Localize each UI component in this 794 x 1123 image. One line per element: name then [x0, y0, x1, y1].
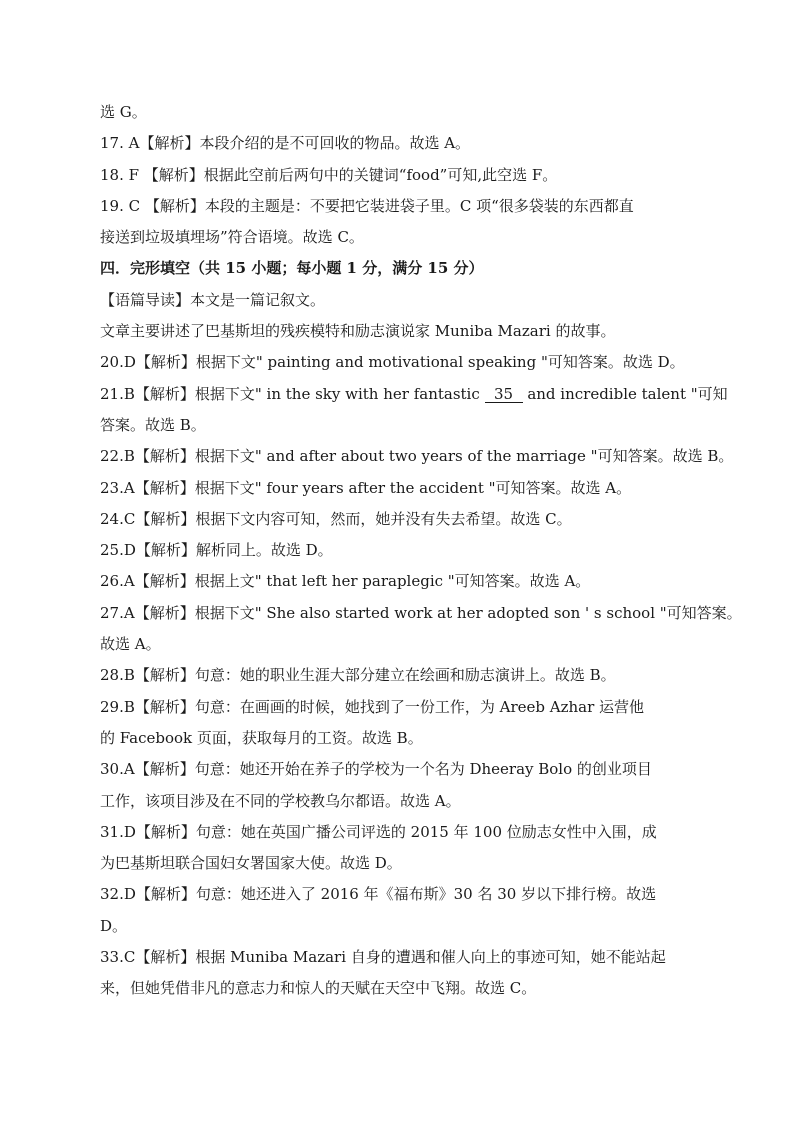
answer-17: 17. A【解析】本段介绍的是不可回收的物品。故选 A。 [100, 134, 471, 153]
answer-27-cont: 故选 A。 [100, 635, 161, 654]
answer-32: 32.D【解析】句意：她还进入了 2016 年《福布斯》30 名 30 岁以下排行榜。故选 [100, 885, 657, 904]
answer-30-cont: 工作，该项目涉及在不同的学校教乌尔都语。故选 A。 [100, 791, 461, 810]
answer-26: 26.A【解析】根据上文" that left her paraplegic "可知答案。故选 A。 [100, 572, 591, 591]
answer-27: 27.A【解析】根据下文" She also started work at her adopted son ' s school "可知答案。 [100, 603, 742, 622]
passage-summary: 文章主要讲述了巴基斯坦的残疾模特和励志演说家 Muniba Mazari 的故事。 [100, 322, 616, 341]
answer-19: 19. C 【解析】本段的主题是：不要把它装进袋子里。C 项“很多袋装的东西都直 [100, 196, 634, 215]
answer-22: 22.B【解析】根据下文" and after about two years of the marriage "可知答案。故选 B。 [100, 447, 734, 466]
answer-18: 18. F 【解析】根据此空前后两句中的关键词“food”可知,此空选 F。 [100, 165, 558, 184]
answer-29: 29.B【解析】句意：在画画的时候，她找到了一份工作，为 Areeb Azhar 运营他 [100, 697, 645, 716]
answer-21-part2: and incredible talent "可知 [527, 384, 728, 403]
section-heading: 四．完形填空（共 15 小题；每小题 1 分，满分 15 分） [100, 259, 484, 278]
answer-30: 30.A【解析】句意：她还开始在养子的学校为一个名为 Dheeray Bolo 的创业项目 [100, 760, 652, 779]
answer-21 [100, 379, 728, 410]
answer-20: 20.D【解析】根据下文" painting and motivational speaking "可知答案。故选 D。 [100, 353, 685, 372]
passage-guide: 【语篇导读】本文是一篇记叙文。 [100, 290, 326, 309]
answer-25: 25.D【解析】解析同上。故选 D。 [100, 541, 333, 560]
answer-28: 28.B【解析】句意：她的职业生涯大部分建立在绘画和励志演讲上。故选 B。 [100, 666, 616, 685]
answer-21-cont: 答案。故选 B。 [100, 415, 206, 434]
answer-33: 33.C【解析】根据 Muniba Mazari 自身的遭遇和催人向上的事迹可知，她不能站起 [100, 948, 666, 967]
answer-21-part1: 21.B【解析】根据下文" in the sky with her fantastic [100, 384, 480, 403]
answer-32-cont: D。 [100, 916, 128, 935]
answer-29-cont: 的 Facebook 页面，获取每月的工资。故选 B。 [100, 728, 423, 747]
answer-31: 31.D【解析】句意：她在英国广播公司评选的 2015 年 100 位励志女性中入围，成 [100, 822, 657, 841]
answer-31-cont: 为巴基斯坦联合国妇女署国家大使。故选 D。 [100, 854, 402, 873]
document-page [100, 97, 742, 1005]
text-line: 选 G。 [100, 103, 147, 121]
answer-33-cont: 来，但她凭借非凡的意志力和惊人的天赋在天空中飞翔。故选 C。 [100, 979, 537, 998]
answer-19-cont: 接送到垃圾填埋场”符合语境。故选 C。 [100, 228, 364, 247]
blank-35: 35 [485, 386, 523, 403]
answer-23: 23.A【解析】根据下文" four years after the accident "可知答案。故选 A。 [100, 478, 632, 497]
answer-24: 24.C【解析】根据下文内容可知，然而，她并没有失去希望。故选 C。 [100, 509, 572, 528]
